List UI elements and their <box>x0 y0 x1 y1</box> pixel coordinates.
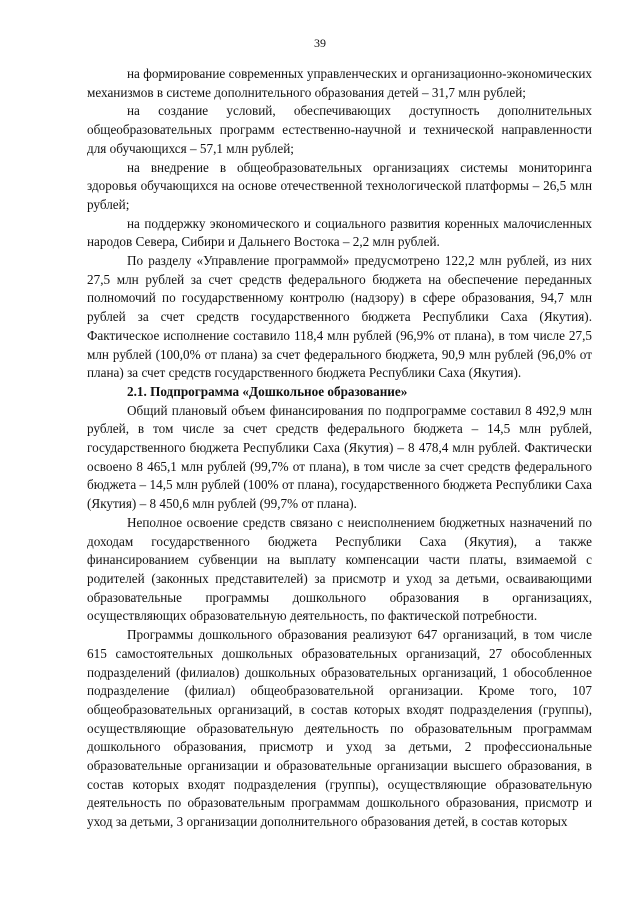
section-heading: 2.1. Подпрограмма «Дошкольное образование» <box>127 383 408 399</box>
paragraph: на внедрение в общеобразовательных организациях системы мониторинга здоровья обучающихся на основе отечественной технологической платформы – 26,5 млн рублей; <box>87 159 592 212</box>
document-body <box>87 65 592 832</box>
paragraph: По разделу «Управление программой» предусмотрено 122,2 млн рублей, из них 27,5 млн рублей за счет средств федерального бюджета на обеспечение переданных полномочий по государственному контролю (надзору) в сфере образования, 94,7 млн рублей за счет средств государственного бюджета Республики Саха (Якутия). Фактическое исполнение составило 118,4 млн рублей (96,9% от плана), в том числе 27,5 млн рублей (100,0% от плана) за счет федерального бюджета, 90,9 млн рублей (96,0% от плана) за счет средств государственного бюджета Республики Саха (Якутия). <box>87 253 592 381</box>
paragraph: на создание условий, обеспечивающих доступность дополнительных общеобразовательных программ естественно-научной и технической направленности для обучающихся – 57,1 млн рублей; <box>87 103 592 156</box>
paragraph: Программы дошкольного образования реализуют 647 организаций, в том числе 615 самостоятельных дошкольных образовательных организаций, 27 обособленных подразделений (филиалов) дошкольных образовательных организаций, 1 обособленное подразделение (филиал) общеобразовательной организации. Кроме того, 107 общеобразовательных организаций, в состав которых входят подразделения (группы), осуществляющие образовательную деятельность по образовательным программам дошкольного образования, присмотр и уход за детьми, 2 профессиональные образовательные организации и образовательные организации высшего образования, в состав которых входят подразделения (группы), осуществляющие образовательную деятельность по образовательным программам дошкольного образования, присмотр и уход за детьми, 3 организации дополнительного образования детей, в состав которых <box>87 627 592 830</box>
paragraph: на поддержку экономического и социального развития коренных малочисленных народов Севера, Сибири и Дальнего Востока – 2,2 млн рублей. <box>87 215 592 250</box>
paragraph: Общий плановый объем финансирования по подпрограмме составил 8 492,9 млн рублей, в том числе за счет средств федерального бюджета – 14,5 млн рублей, государственного бюджета Республики Саха (Якутия) – 8 478,4 млн рублей. Фактически освоено 8 465,1 млн рублей (99,7% от плана), в том числе за счет средств федерального бюджета – 14,5 млн рублей (100% от плана), государственного бюджета Республики Саха (Якутия) – 8 450,6 млн рублей (99,7% от плана). <box>87 402 592 512</box>
paragraph: на формирование современных управленческих и организационно-экономических механизмов в системе дополнительного образования детей – 31,7 млн рублей; <box>87 66 592 100</box>
page-number: 39 <box>314 36 326 50</box>
paragraph: Неполное освоение средств связано с неисполнением бюджетных назначений по доходам государственного бюджета Республики Саха (Якутия), а также финансированием субвенции на выплату компенсации части платы, взимаемой с родителей (законных представителей) за присмотр и уход за детьми, осваивающими образовательные программы дошкольного образования в организациях, осуществляющих образовательную деятельность, по фактической потребности. <box>87 514 592 624</box>
